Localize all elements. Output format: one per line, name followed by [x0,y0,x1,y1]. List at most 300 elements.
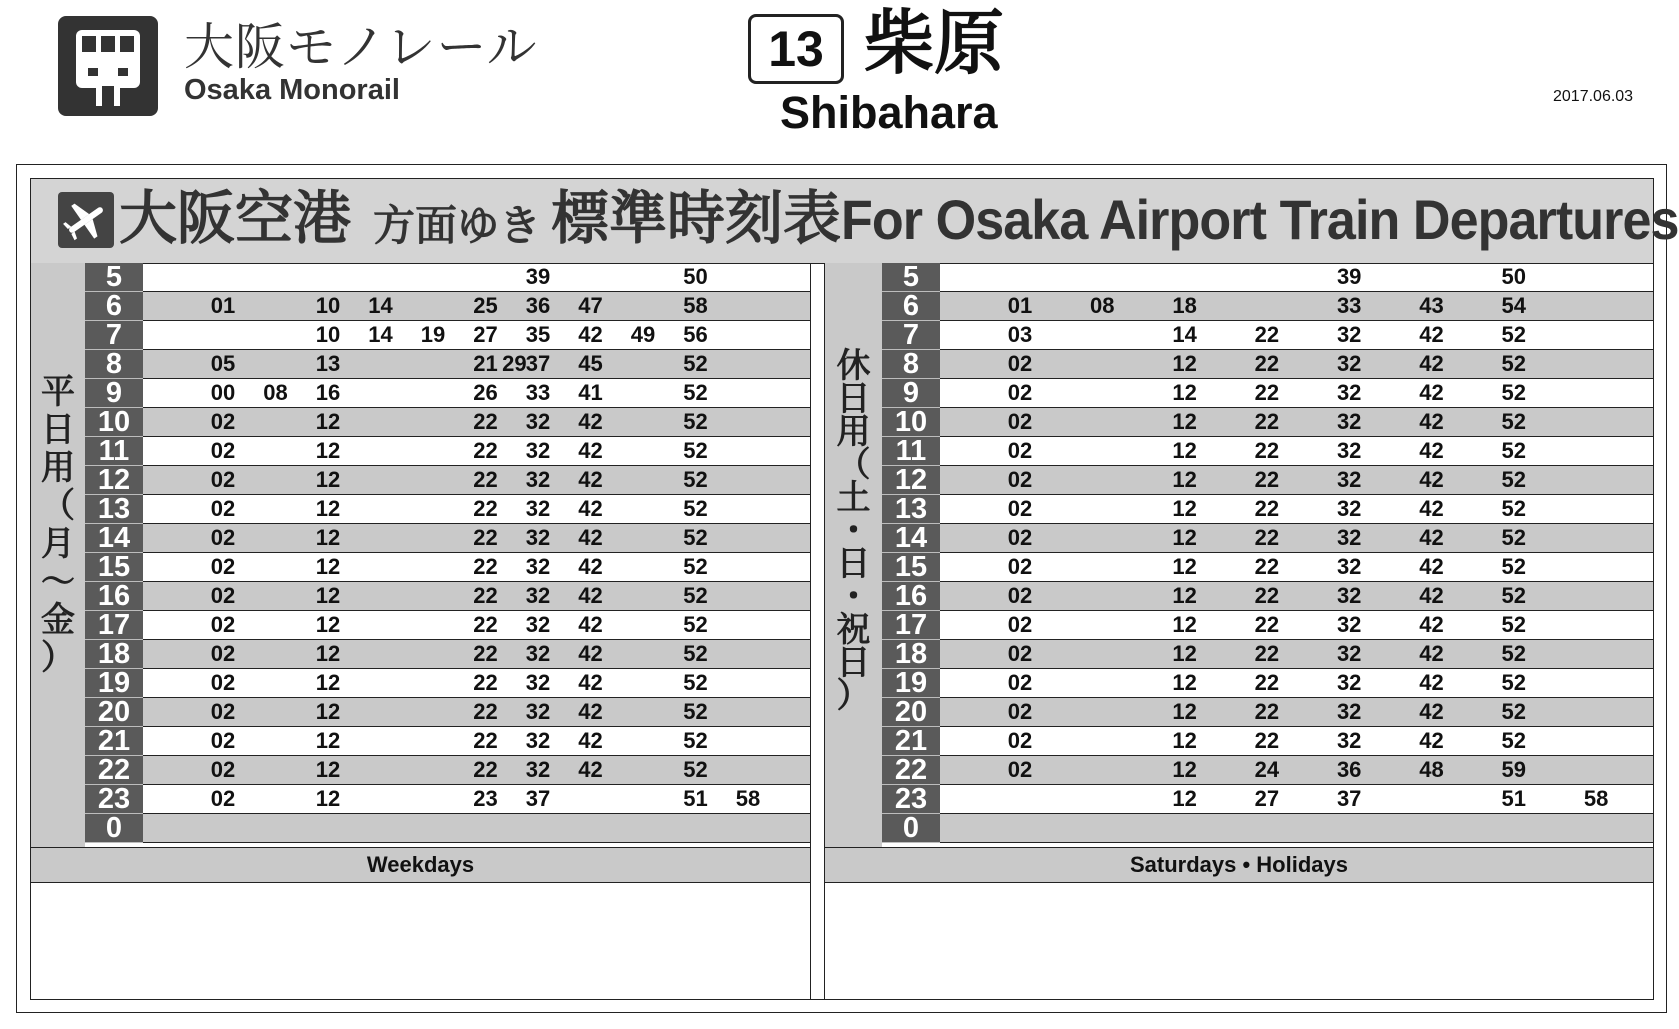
departure-minute: 22 [1254,699,1280,724]
departure-minute: 42 [1419,438,1444,463]
departure-minute: 32 [1336,438,1362,463]
departure-minute: 52 [683,699,708,724]
table-row [940,698,1653,727]
departure-minute: 10 [315,322,341,347]
hour-cell: 20 [85,698,143,727]
table-row [940,611,1653,640]
holiday-footer: Saturdays • Holidays [825,847,1653,883]
departure-minute: 12 [1172,612,1197,637]
hour-cell: 12 [882,466,940,495]
table-row [940,263,1653,292]
departure-minute: 42 [1419,583,1444,608]
departure-minute: 58 [683,293,708,318]
departure-minute: 42 [578,554,603,579]
departure-minute: 42 [578,525,603,550]
departure-minute: 50 [683,264,708,289]
departure-minute: 32 [1336,380,1362,405]
hour-cell: 13 [85,495,143,524]
departure-minute: 32 [525,409,551,434]
hour-cell: 15 [882,553,940,582]
departure-minute: 32 [1336,699,1362,724]
departure-minute: 12 [315,525,341,550]
departure-minute: 52 [1501,351,1527,376]
table-row [143,814,810,843]
hour-cell: 20 [882,698,940,727]
departure-minute: 37 [1336,786,1362,811]
departure-minute: 23 [473,786,498,811]
hour-cell: 8 [85,350,143,379]
side-label-char: （ [41,486,75,526]
hour-cell: 9 [882,379,940,408]
departure-minute: 02 [210,525,236,550]
departure-minute: 02 [1007,641,1033,666]
side-label-char: 休 [836,346,871,386]
departure-minute: 54 [1501,293,1527,318]
departure-minute: 42 [578,757,603,782]
departure-minute: 52 [1501,728,1527,753]
departure-minute: 22 [1254,351,1280,376]
side-label-char: 日 [836,379,871,419]
departure-minute: 22 [1254,467,1280,492]
hour-cell: 17 [85,611,143,640]
table-row [940,408,1653,437]
departure-minute: 51 [1501,786,1527,811]
departure-minute: 22 [1254,438,1280,463]
departure-minute: 56 [683,322,708,347]
departure-minute: 39 [1336,264,1362,289]
departure-minute: 42 [1419,322,1444,347]
table-row [143,321,810,350]
table-row [143,524,810,553]
departure-minute: 52 [1501,583,1527,608]
departure-minute: 32 [1336,496,1362,521]
departure-minute: 02 [1007,612,1033,637]
departure-minute: 22 [1254,496,1280,521]
departure-minute: 00 [210,380,236,405]
departure-minute: 19 [420,322,446,347]
hour-cell: 22 [882,756,940,785]
table-row [143,263,810,292]
departure-minute: 32 [525,699,551,724]
departure-minute: 37 [525,786,551,811]
departure-minute: 42 [1419,351,1444,376]
departure-minute: 22 [1254,641,1280,666]
hour-cell: 18 [882,640,940,669]
hour-cell: 8 [882,350,940,379]
departure-minute: 42 [578,670,603,695]
side-label-char: 〜 [41,562,75,602]
departure-minute: 42 [1419,670,1444,695]
table-row [143,292,810,321]
hour-cell: 12 [85,466,143,495]
departure-minute: 52 [683,380,708,405]
table-row [940,640,1653,669]
departure-minute: 36 [1336,757,1362,782]
table-row [143,698,810,727]
departure-minute: 32 [1336,467,1362,492]
departure-minute: 12 [1172,380,1197,405]
brand-name-jp: 大阪モノレール [184,18,538,76]
departure-minute: 52 [1501,641,1527,666]
departure-minute: 42 [578,409,603,434]
weekday-side-label [31,263,85,882]
departure-minute: 42 [1419,612,1444,637]
departure-minute: 27 [473,322,498,347]
departure-minute: 48 [1419,757,1444,782]
departure-minute: 32 [525,583,551,608]
departure-minute: 18 [1172,293,1197,318]
departure-minute: 22 [473,699,498,724]
departure-minute: 02 [1007,380,1033,405]
side-label-char: 土 [836,478,871,518]
departure-minute: 52 [683,670,708,695]
departure-minute: 12 [1172,641,1197,666]
departure-minute: 01 [1007,293,1033,318]
hour-cell: 10 [85,408,143,437]
banner-title-direction: 方面ゆき [373,201,542,250]
departure-minute: 22 [473,438,498,463]
weekday-footer: Weekdays [31,847,810,883]
departure-minute: 42 [1419,728,1444,753]
departure-minute: 29 [502,351,527,376]
departure-minute: 52 [683,583,708,608]
departure-minute: 02 [1007,525,1033,550]
departure-minute: 12 [315,409,341,434]
banner-title-timetable: 標準時刻表 [551,184,842,252]
departure-minute: 12 [315,699,341,724]
side-label-char: 祝 [836,610,871,650]
departure-minute: 32 [525,757,551,782]
hour-cell: 9 [85,379,143,408]
hour-cell: 13 [882,495,940,524]
departure-minute: 12 [1172,496,1197,521]
timetable-banner [31,179,1679,264]
departure-minute: 25 [473,293,498,318]
departure-minute: 52 [1501,525,1527,550]
departure-minute: 33 [1336,293,1362,318]
departure-minute: 05 [210,351,236,376]
departure-minute: 02 [1007,554,1033,579]
departure-minute: 52 [683,757,708,782]
departure-minute: 32 [525,728,551,753]
departure-minute: 22 [1254,322,1280,347]
departure-minute: 32 [1336,409,1362,434]
table-row [940,785,1653,814]
table-row [940,466,1653,495]
departure-minute: 02 [210,786,236,811]
side-label-char: 日 [836,643,871,683]
hour-cell: 15 [85,553,143,582]
departure-minute: 52 [1501,699,1527,724]
departure-minute: 32 [1336,670,1362,695]
holiday-hour-column [882,263,940,843]
departure-minute: 22 [1254,380,1280,405]
table-row [940,669,1653,698]
hour-cell: 0 [882,814,940,843]
departure-minute: 12 [315,554,341,579]
monorail-logo-icon [58,16,158,116]
hour-cell: 14 [882,524,940,553]
departure-minute: 02 [210,757,236,782]
hour-cell: 11 [85,437,143,466]
departure-minute: 32 [1336,554,1362,579]
table-row [143,756,810,785]
table-row [143,611,810,640]
departure-minute: 12 [1172,728,1197,753]
departure-minute: 52 [683,496,708,521]
departure-minute: 02 [210,670,236,695]
departure-minute: 41 [578,380,603,405]
banner-title-en: For Osaka Airport Train Departures [841,188,1679,251]
departure-minute: 14 [368,322,393,347]
departure-minute: 22 [1254,583,1280,608]
departure-minute: 22 [1254,728,1280,753]
table-row [143,553,810,582]
departure-minute: 12 [1172,525,1197,550]
departure-minute: 51 [683,786,708,811]
station-name-jp: 柴原 [864,2,1004,84]
departure-minute: 32 [525,525,551,550]
departure-minute: 16 [315,380,341,405]
departure-minute: 52 [1501,612,1527,637]
departure-minute: 12 [315,612,341,637]
departure-minute: 22 [473,728,498,753]
departure-minute: 02 [210,728,236,753]
departure-minute: 47 [578,293,603,318]
departure-minute: 52 [1501,409,1527,434]
departure-minute: 22 [473,409,498,434]
departure-minute: 02 [1007,699,1033,724]
departure-minute: 12 [1172,554,1197,579]
departure-minute: 52 [1501,496,1527,521]
departure-minute: 42 [578,641,603,666]
departure-minute: 43 [1419,293,1444,318]
departure-minute: 12 [1172,670,1197,695]
departure-minute: 35 [525,322,551,347]
side-label-char: 平 [41,372,75,412]
table-row [940,814,1653,843]
departure-minute: 12 [1172,438,1197,463]
departure-minute: 12 [1172,699,1197,724]
table-row [940,321,1653,350]
departure-minute: 50 [1501,264,1527,289]
side-label-char: 日 [41,410,75,450]
departure-minute: 32 [1336,525,1362,550]
side-label-char: ・ [836,511,871,551]
table-row [143,350,810,379]
table-row [143,495,810,524]
departure-minute: 22 [473,612,498,637]
departure-minute: 02 [1007,757,1033,782]
hour-cell: 17 [882,611,940,640]
departure-minute: 02 [210,554,236,579]
departure-minute: 52 [683,554,708,579]
departure-minute: 32 [525,670,551,695]
departure-minute: 02 [210,583,236,608]
hour-cell: 16 [85,582,143,611]
departure-minute: 52 [1501,467,1527,492]
departure-minute: 22 [1254,409,1280,434]
weekday-timetable [31,263,810,882]
departure-minute: 02 [210,496,236,521]
departure-minute: 12 [1172,583,1197,608]
departure-minute: 32 [1336,728,1362,753]
departure-minute: 42 [1419,525,1444,550]
hour-cell: 10 [882,408,940,437]
hour-cell: 18 [85,640,143,669]
departure-minute: 42 [578,612,603,637]
table-row [940,582,1653,611]
table-row [143,408,810,437]
holiday-timetable [825,263,1653,882]
header [0,0,1679,160]
departure-minute: 42 [1419,641,1444,666]
table-row [940,756,1653,785]
departure-minute: 52 [683,728,708,753]
hour-cell: 23 [882,785,940,814]
departure-minute: 12 [1172,409,1197,434]
departure-minute: 02 [210,409,236,434]
departure-minute: 37 [525,351,551,376]
departure-minute: 42 [578,699,603,724]
departure-minute: 45 [578,351,603,376]
table-row [143,669,810,698]
side-label-char: ） [836,676,871,716]
departure-minute: 12 [315,786,341,811]
departure-minute: 32 [525,496,551,521]
hour-cell: 7 [85,321,143,350]
panel-divider [810,263,811,1000]
departure-minute: 52 [683,612,708,637]
departure-minute: 33 [525,380,551,405]
side-label-char: 金 [41,600,75,640]
departure-minute: 12 [1172,467,1197,492]
departure-minute: 52 [1501,322,1527,347]
station-name-en: Shibahara [780,87,998,138]
departure-minute: 12 [1172,351,1197,376]
departure-minute: 32 [1336,641,1362,666]
table-row [940,437,1653,466]
table-row [940,553,1653,582]
departure-minute: 02 [210,641,236,666]
departure-minute: 02 [1007,409,1033,434]
departure-minute: 02 [1007,467,1033,492]
departure-minute: 02 [210,612,236,637]
departure-minute: 12 [1172,757,1197,782]
table-row [143,466,810,495]
departure-minute: 32 [1336,351,1362,376]
departure-minute: 12 [315,496,341,521]
departure-minute: 42 [1419,554,1444,579]
table-row [143,785,810,814]
revision-date: 2017.06.03 [1553,88,1634,105]
departure-minute: 12 [315,641,341,666]
departure-minute: 13 [315,351,341,376]
hour-cell: 22 [85,756,143,785]
departure-minute: 52 [683,438,708,463]
airplane-icon [58,192,114,248]
table-row [143,437,810,466]
departure-minute: 22 [473,467,498,492]
departure-minute: 32 [525,641,551,666]
departure-minute: 42 [1419,409,1444,434]
departure-minute: 02 [1007,728,1033,753]
holiday-side-label [825,263,882,882]
departure-minute: 12 [315,728,341,753]
hour-cell: 16 [882,582,940,611]
departure-minute: 22 [1254,554,1280,579]
table-row [143,379,810,408]
hour-cell: 23 [85,785,143,814]
table-row [940,727,1653,756]
departure-minute: 52 [683,409,708,434]
departure-minute: 52 [1501,438,1527,463]
side-label-char: ） [41,638,75,678]
departure-minute: 26 [473,380,498,405]
departure-minute: 08 [1090,293,1115,318]
table-row [940,379,1653,408]
departure-minute: 02 [1007,496,1033,521]
brand-name-en: Osaka Monorail [184,74,400,106]
departure-minute: 02 [1007,670,1033,695]
table-row [143,727,810,756]
side-label-char: ・ [836,577,871,617]
departure-minute: 02 [1007,583,1033,608]
departure-minute: 22 [1254,525,1280,550]
table-row [940,524,1653,553]
departure-minute: 02 [1007,438,1033,463]
departure-minute: 52 [1501,554,1527,579]
departure-minute: 36 [525,293,551,318]
table-row [143,582,810,611]
side-label-char: 用 [836,412,871,452]
hour-cell: 5 [882,263,940,292]
departure-minute: 49 [630,322,656,347]
departure-minute: 08 [263,380,288,405]
departure-minute: 22 [473,641,498,666]
departure-minute: 42 [578,496,603,521]
departure-minute: 12 [315,670,341,695]
departure-minute: 32 [525,438,551,463]
hour-cell: 21 [85,727,143,756]
departure-minute: 32 [1336,322,1362,347]
hour-cell: 7 [882,321,940,350]
departure-minute: 24 [1254,757,1280,782]
departure-minute: 14 [368,293,393,318]
hour-cell: 5 [85,263,143,292]
departure-minute: 42 [1419,380,1444,405]
departure-minute: 42 [1419,467,1444,492]
side-label-char: 月 [41,524,75,564]
departure-minute: 32 [1336,612,1362,637]
departure-minute: 32 [1336,583,1362,608]
departure-minute: 27 [1254,786,1280,811]
departure-minute: 52 [1501,380,1527,405]
departure-minute: 22 [473,496,498,521]
hour-cell: 11 [882,437,940,466]
departure-minute: 42 [1419,699,1444,724]
departure-minute: 12 [315,438,341,463]
table-row [143,640,810,669]
station-number: 13 [748,14,844,84]
departure-minute: 02 [210,699,236,724]
table-row [940,292,1653,321]
side-label-char: 用 [41,448,75,488]
departure-minute: 42 [578,583,603,608]
table-row [940,350,1653,379]
departure-minute: 42 [578,438,603,463]
departure-minute: 52 [683,467,708,492]
